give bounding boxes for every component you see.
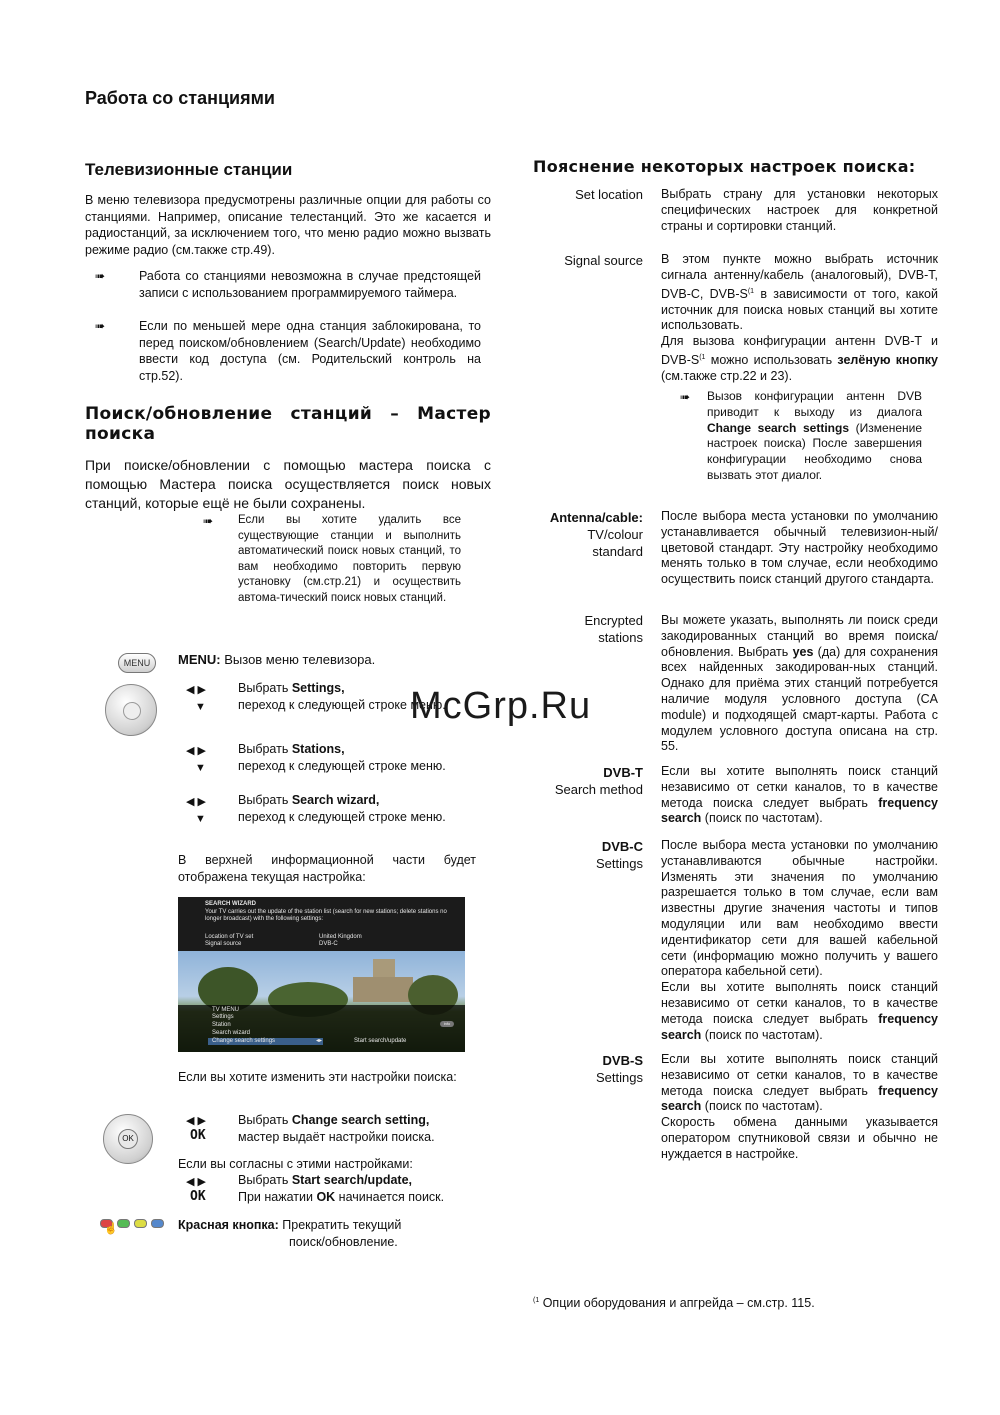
info-text: В верхней информационной части будет отображена текущая настройка: <box>178 853 476 884</box>
desc-dvb-c: После выбора места установки по умолчанию устанавливаются обычные настройки. Изменять эти значения по умолчанию разрешается только в том случае, если вам известны другие значения частоты и типов модуляции или вам необходимо ввести идентификатор сети для вашей кабельной сети (информацию можно получить у вашего оператора кабельной сети). Если вы хотите выполнять поиск станций независимо от сетки каналов, то в качестве метода поиска следует выбрать frequency search (поиск по частотам). <box>661 838 938 1042</box>
desc-dvb-t: Если вы хотите выполнять поиск станций независимо от сетки каналов, то в качестве метода поиска следует выбрать frequency search (поиск по частотам). <box>661 764 938 826</box>
arrow-right-icon: ➠ <box>203 514 214 528</box>
desc-signal-source: В этом пункте можно выбрать источник сигнала антенну/кабель (аналоговый), DVB-T, DVB-C, DVB-$S^{(1}$ в зависимости от того, какой источник для поиска новых станций вы хотите использовать. Для вызова конфигурации антенн DVB-T и DVB-$S^{(1}$ можно использовать зелёную кнопку (см.также стр.22 и 23). <box>661 252 938 383</box>
section-heading-explanations: Пояснение некоторых настроек поиска: <box>533 157 916 176</box>
arrow-right-icon: ➠ <box>680 390 691 404</box>
term-antenna-cable: Antenna/cable: TV/colour standard <box>549 510 643 559</box>
menu-button-icon: MENU <box>118 653 156 673</box>
term-encrypted-stations: Encrypted stations <box>584 613 643 645</box>
tv-stations-intro: В меню телевизора предусмотрены различные опции для работы со станциями. Например, описание телестанций. Это же касается и радиостанций, за исключением того, что меню радио можно вызвать режиме радио (см.также стр.49). <box>85 193 491 257</box>
arrow-right-icon: ➠ <box>95 269 106 283</box>
note-item: ➠ Вызов конфигурации антенн DVB приводит к выходу из диалога Change search settings (Изменение настроек поиска) После завершения конфигурации необходимо снова вызвать этот диалог. <box>680 389 922 482</box>
desc-encrypted-stations: Вы можете указать, выполнять ли поиск среди закодированных станций во время поиска/обновления. Выбрать yes (да) для сохранения всех найденных закодирован-ных станций. Однако для приёма этих станций потребуется наличие модуля условного доступа (CA module) и подходящей смарт-карты. Работа с модулем условного доступа описана на стр. 55. <box>661 613 938 754</box>
step-search-wizard: Выбрать Search wizard, переход к следующей строке меню. <box>238 793 446 824</box>
footnote: $^{(1}$ Опции оборудования и апгрейда – см.стр. 115. <box>533 1296 815 1310</box>
nav-pad-icon <box>105 684 157 736</box>
term-dvb-s: DVB-S Settings <box>596 1053 643 1085</box>
note-item: ➠ Если вы хотите удалить все существующие станции и выполнить автоматический поиск новых станций, то вам необходимо повторить первую установку (см.стр.21) и осуществить автома-тический поиск новых станций. <box>203 514 461 604</box>
hand-pointer-icon: ☝ <box>104 1223 118 1235</box>
page-title: Работа со станциями <box>85 88 276 108</box>
term-dvb-t: DVB-T Search method <box>554 765 643 797</box>
start-step: Выбрать Start search/update, При нажатии OK начинается поиск. <box>238 1173 445 1204</box>
bullet-item: ➠ Если по меньшей мере одна станция заблокирована, то перед поиском/обновлением (Search/Update) необходимо ввести код доступа (см. Родительский контроль на стр.52). <box>95 319 481 383</box>
left-right-keys-icon: ◀ ▶ <box>186 1176 206 1188</box>
down-key-icon: ▼ <box>195 813 206 825</box>
desc-set-location: Выбрать страну для установки некоторых специфических настроек для конкретной страны и сортировки станций. <box>661 187 938 233</box>
desc-antenna-cable: После выбора места установки по умолчанию устанавливается обычный телевизион-ный/цветовой стандарт. Эту настройку необходимо менять только в том случае, если необходимо осуществить поиск станций другого стандарта. <box>661 509 938 587</box>
left-right-keys-icon: ◀ ▶ <box>186 684 206 696</box>
section-heading-search: Поиск/обновление станций – Мастер поиска <box>85 404 491 444</box>
left-right-keys-icon: ◀ ▶ <box>186 796 206 808</box>
term-signal-source: Signal source <box>564 253 643 268</box>
ok-pad-icon: OK <box>103 1114 153 1164</box>
change-step: Выбрать Change search setting, мастер выдаёт настройки поиска. <box>238 1113 435 1144</box>
change-text: Если вы хотите изменить эти настройки поиска: <box>178 1070 457 1084</box>
yellow-button-icon <box>134 1219 147 1228</box>
agree-text: Если вы согласны с этими настройками: <box>178 1157 413 1171</box>
section-heading-tv-stations: Телевизионные станции <box>85 160 293 179</box>
arrow-right-icon: ➠ <box>95 319 106 333</box>
term-dvb-c: DVB-C Settings <box>596 839 643 871</box>
term-set-location: Set location <box>575 187 643 202</box>
arrows-icon: ◂▸ <box>316 1038 323 1044</box>
blue-button-icon <box>151 1219 164 1228</box>
step-settings: Выбрать Settings, переход к следующей строке меню. <box>238 681 446 712</box>
tv-screen-image: SEARCH WIZARD Your TV carries out the update of the station list (search for new stations; delete stations no longer broadcast) with the following settings: Location of TV set United Kingdom Signal source DVB-C TV MENU Settings Station Search wizard Change search settings ◂▸ Start search/update info <box>178 897 465 1052</box>
bullet-item: ➠ Работа со станциями невозможна в случае предстоящей записи с использованием программируемого таймера. <box>95 269 481 300</box>
step-stations: Выбрать Stations, переход к следующей строке меню. <box>238 742 446 773</box>
watermark: McGrp.Ru <box>410 685 592 727</box>
desc-dvb-s: Если вы хотите выполнять поиск станций независимо от сетки каналов, то в качестве метода поиска следует выбрать frequency search (поиск по частотам). Скорость обмена данными указывается оператором спутниковой связи и обычно не нуждается в настройке. <box>661 1052 938 1161</box>
search-intro: При поиске/обновлении с помощью мастера поиска с помощью Мастера поиска осуществляется поиск новых станций, которые ещё не были сохранены. <box>85 457 491 511</box>
left-right-keys-icon: ◀ ▶ <box>186 1115 206 1127</box>
green-button-icon <box>117 1219 130 1228</box>
ok-key-label: OK <box>190 1189 206 1204</box>
left-right-keys-icon: ◀ ▶ <box>186 745 206 757</box>
info-badge-icon: info <box>440 1021 454 1027</box>
menu-step: MENU: Вызов меню телевизора. <box>178 652 376 667</box>
red-button-step: Красная кнопка: Прекратить текущий поиск/обновление. <box>178 1218 402 1249</box>
down-key-icon: ▼ <box>195 701 206 713</box>
ok-key-label: OK <box>190 1128 206 1143</box>
down-key-icon: ▼ <box>195 762 206 774</box>
